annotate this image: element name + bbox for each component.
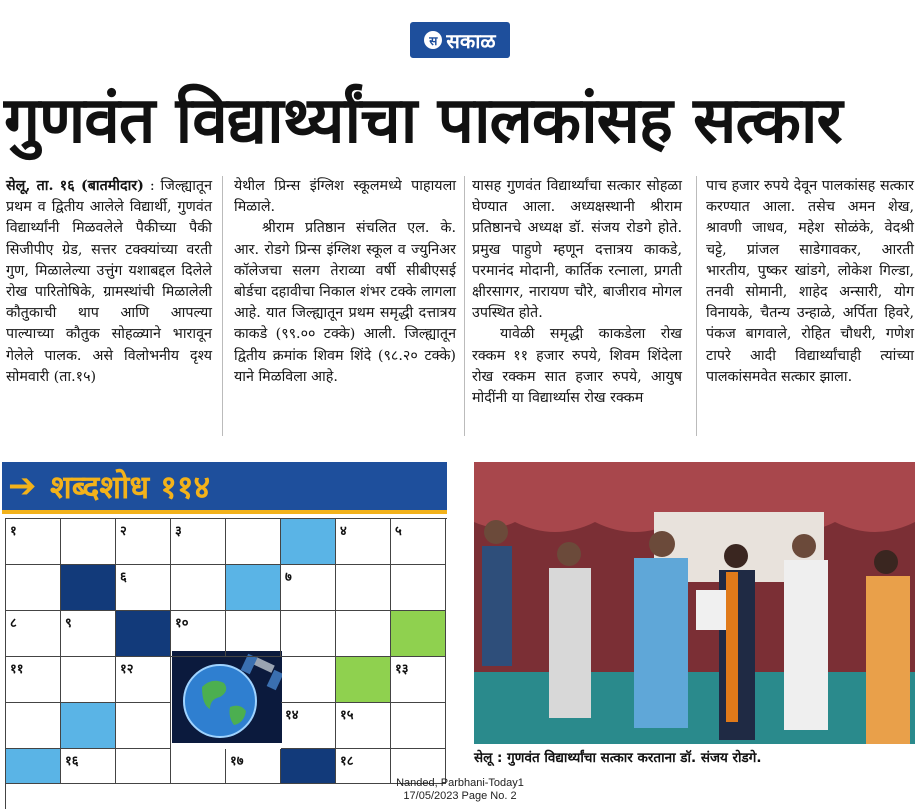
page-footer (330, 777, 590, 803)
article-paragraph: पाच हजार रुपये देवून पालकांसह सत्कार करण्यात आला. तसेच अमन शेख, श्रावणी जाधव, महेश सोळंके, वेदश्री चट्टे, प्रांजल साडेगावकर, आरती भारतीय, पुष्कर खांडगे, लोकेश गिल्डा, तनवी सोमानी, शाहेद अन्सारी, योग विनायके, चैतन्य उन्हाळे, अर्पिता हिवरे, पंकज बागवाले, रोहित चौधरी, गणेश टापरे आदी विद्यार्थ्यांचाही त्यांच्या पालकांसमवेत सत्कार झाला. (706, 178, 914, 385)
crossword-cell: १७ (226, 749, 281, 784)
crossword-grid (5, 518, 447, 809)
footer-edition: Nanded, Parbhani-Today1 (396, 777, 524, 789)
article-text-1: : जिल्ह्यातून प्रथम व द्वितीय आलेले विद्यार्थी, गुणवंत विद्यार्थ्यांनी मिळवलेले पैकीच्या पैकी सिजीपीए ग्रेड, सत्तर टक्क्यांच्या वरती गुण, मिळालेल्या उत्तुंग यशाबद्दल दिलेले रोख पारितोषिके, ग्रामस्थांची मिळालेली कौतुकाची थाप आणि आपल्या पाल्याच्या कौतुक सोहळ्याने भारावून गेलेले पालक. असे विलोभनीय दृश्य सोमवारी (ता.१५) (6, 178, 213, 385)
crossword-cell: ३ (171, 519, 226, 565)
crossword-cell (6, 749, 61, 784)
crossword-cell: ८ (6, 611, 61, 657)
crossword-cell (116, 749, 171, 784)
crossword-cell (281, 519, 336, 565)
event-photo (474, 462, 915, 744)
article-column-1 (6, 176, 212, 388)
logo-text: सकाळ (446, 28, 496, 53)
crossword-cell (116, 611, 171, 657)
crossword-cell (61, 657, 116, 703)
crossword-cell (61, 703, 116, 749)
globe-satellite-icon (172, 651, 282, 743)
crossword-cell (6, 703, 61, 749)
crossword-cell: ५ (391, 519, 446, 565)
crossword-cell (226, 519, 281, 565)
crossword-cell: ६ (116, 565, 171, 611)
photo-caption: सेलू : गुणवंत विद्यार्थ्यांचा सत्कार करताना डॉ. संजय रोडगे. (474, 750, 762, 766)
crossword-cell (336, 611, 391, 657)
crossword-cell (336, 657, 391, 703)
sakal-logo (410, 22, 510, 58)
crossword-cell (281, 657, 336, 703)
crossword-cell: १३ (391, 657, 446, 703)
dateline: सेलू, ता. १६ (बातमीदार) (6, 178, 144, 194)
column-divider (696, 176, 697, 436)
crossword-cell (281, 749, 336, 784)
crossword-cell (391, 703, 446, 749)
crossword-cell: १ (6, 519, 61, 565)
crossword-cell: ४ (336, 519, 391, 565)
crossword-cell: ९ (61, 611, 116, 657)
crossword-cell (61, 519, 116, 565)
crossword-cell: १८ (336, 749, 391, 784)
crossword-cell (226, 611, 281, 657)
article-paragraph: यासह गुणवंत विद्यार्थ्यांचा सत्कार सोहळा घेण्यात आला. अध्यक्षस्थानी श्रीराम प्रतिष्ठानचे अध्यक्ष डॉ. संजय रोडगे होते. प्रमुख पाहुणे म्हणून दत्तात्रय काकडे, परमानंद मोदानी, कार्तिक रत्नाला, प्रगती क्षीरसागर, नारायण चौरे, बाजीराव मोगल उपस्थित होते. (472, 178, 682, 322)
crossword-cell (6, 565, 61, 611)
crossword-cell: २ (116, 519, 171, 565)
crossword-title: शब्दशोध ११४ (50, 467, 211, 506)
crossword-cell: ११ (6, 657, 61, 703)
article-column-4 (706, 176, 914, 388)
crossword-cell: १२ (116, 657, 171, 703)
article-paragraph: श्रीराम प्रतिष्ठान संचलित एल. के. आर. रोडगे प्रिन्स इंग्लिश स्कूल व ज्युनिअर कॉलेजचा सलग तेराव्या वर्षी सीबीएसई बोर्डचा दहावीचा निकाल शंभर टक्के लागला आहे. यात जिल्ह्यातून प्रथम समृद्धी दत्तात्रय काकडे (९९.०० टक्के) आली. जिल्ह्यातून द्वितीय क्रमांक शिवम शिंदे (९८.२० टक्के) याने मिळविला आहे. (234, 220, 456, 385)
footer-date-page: 17/05/2023 Page No. 2 (403, 790, 517, 802)
arrow-icon: ➔ (8, 466, 37, 506)
crossword-cell: १६ (61, 749, 116, 784)
crossword-cell (171, 565, 226, 611)
crossword-cell (226, 565, 281, 611)
crossword-cell (61, 565, 116, 611)
column-divider (222, 176, 223, 436)
article-paragraph: येथील प्रिन्स इंग्लिश स्कूलमध्ये पाहायला मिळाले. (234, 178, 456, 216)
crossword-cell: १५ (336, 703, 391, 749)
crossword-cell (281, 611, 336, 657)
headline: गुणवंत विद्यार्थ्यांचा पालकांसह सत्कार (4, 84, 842, 158)
crossword-cell (391, 611, 446, 657)
column-divider (464, 176, 465, 436)
crossword-cell (336, 565, 391, 611)
logo-mark-icon: स (424, 31, 442, 49)
article-column-2 (234, 176, 456, 388)
article-paragraph: यावेळी समृद्धी काकडेला रोख रक्कम ११ हजार रुपये, शिवम शिंदेला रोख रक्कम सात हजार रुपये, आयुष मोदींनी या विद्यार्थ्यास रोख रक्कम (472, 326, 682, 407)
crossword-cell: १४ (281, 703, 336, 749)
crossword-title-bar (2, 462, 447, 514)
crossword-cell (391, 565, 446, 611)
crossword-cell: १० (171, 611, 226, 657)
crossword-cell: ७ (281, 565, 336, 611)
article-column-3 (472, 176, 682, 409)
crossword-cell (116, 703, 171, 749)
crossword-cell (171, 749, 226, 784)
